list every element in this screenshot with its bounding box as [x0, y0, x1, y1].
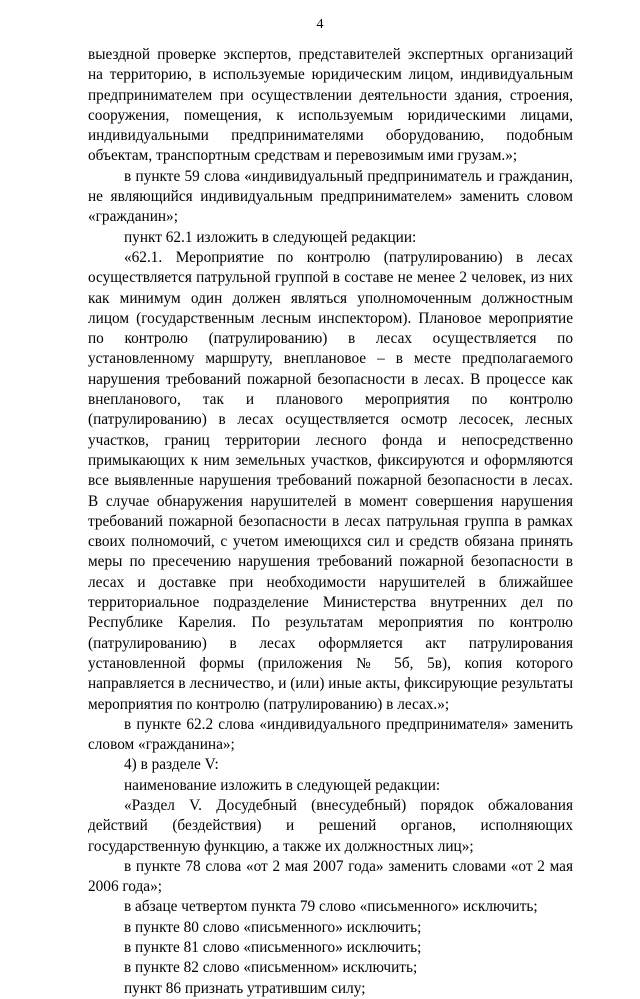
- paragraph-section-title-intro: наименование изложить в следующей редакции:: [124, 776, 441, 794]
- paragraph-section-title: «Раздел V. Досудебный (внесудебный) порядок обжалования действий (бездействия) и решений органов, исполняющих государственную функцию, а также их должностных лиц»;: [88, 796, 573, 855]
- paragraph-item-62-1-intro: пункт 62.1 изложить в следующей редакции:: [124, 228, 417, 246]
- paragraph-item-62-1-text: «62.1. Мероприятие по контролю (патрулированию) в лесах осуществляется патрульной группой в составе не менее 2 человек, из них как минимум один должен являться уполномоченным должностным лицом (государственным лесным инспектором). Плановое мероприятие по контролю (патрулированию) в лесах осуществляется по установленному маршруту, внеплановое – в месте предполагаемого нарушения требований пожарной безопасности в лесах. В процессе как внепланового, так и планового мероприятия по контролю (патрулированию) в лесах осуществляется осмотр лесосек, лесных участков, границ территории лесного фонда и непосредственно примыкающих к ним земельных участков, фиксируются и оформляются все выявленные нарушения требований пожарной безопасности в лесах. В случае обнаружения нарушителей в момент совершения нарушения требований пожарной безопасности в лесах патрульная группа в рамках своих полномочий, с учетом имеющихся сил и средств обязана принять меры по пресечению нарушения требований пожарной безопасности в лесах и доставке при необходимости нарушителей в ближайшее территориальное подразделение Министерства внутренних дел по Республике Карелия. По результатам мероприятия по контролю (патрулированию) в лесах оформляется акт патрулирования установленной формы (приложения № 5б, 5в), копия которого направляется в лесничество, и (или) иные акты, фиксирующие результаты мероприятия по контролю (патрулированию) в лесах.»;: [88, 248, 573, 713]
- paragraph-item-81: в пункте 81 слово «письменного» исключить;: [124, 939, 422, 957]
- paragraph-item-86: пункт 86 признать утратившим силу;: [124, 979, 366, 997]
- paragraph-item-59: в пункте 59 слова «индивидуальный предприниматель и гражданин, не являющийся индивидуальным предпринимателем» заменить словом «гражданин»;: [88, 167, 573, 226]
- document-body: [88, 45, 573, 999]
- paragraph-continuation: выездной проверке экспертов, представителей экспертных организаций на территорию, в используемые юридическим лицом, индивидуальным предпринимателем при осуществлении деятельности здания, строения, сооружения, помещения, к используемым юридическими лицами, индивидуальными предпринимателями оборудованию, подобным объектам, транспортным средствам и перевозимым ими грузам.»;: [88, 46, 573, 165]
- paragraph-item-78: в пункте 78 слова «от 2 мая 2007 года» заменить словами «от 2 мая 2006 года»;: [88, 857, 573, 896]
- paragraph-item-62-2: в пункте 62.2 слова «индивидуального предпринимателя» заменить словом «гражданина»;: [88, 715, 573, 754]
- paragraph-section-v: 4) в разделе V:: [124, 756, 219, 774]
- paragraph-item-82: в пункте 82 слово «письменном» исключить;: [124, 959, 418, 977]
- page-number: 4: [316, 17, 324, 32]
- paragraph-item-80: в пункте 80 слово «письменного» исключить;: [124, 918, 422, 936]
- paragraph-item-79: в абзаце четвертом пункта 79 слово «письменного» исключить;: [124, 898, 538, 916]
